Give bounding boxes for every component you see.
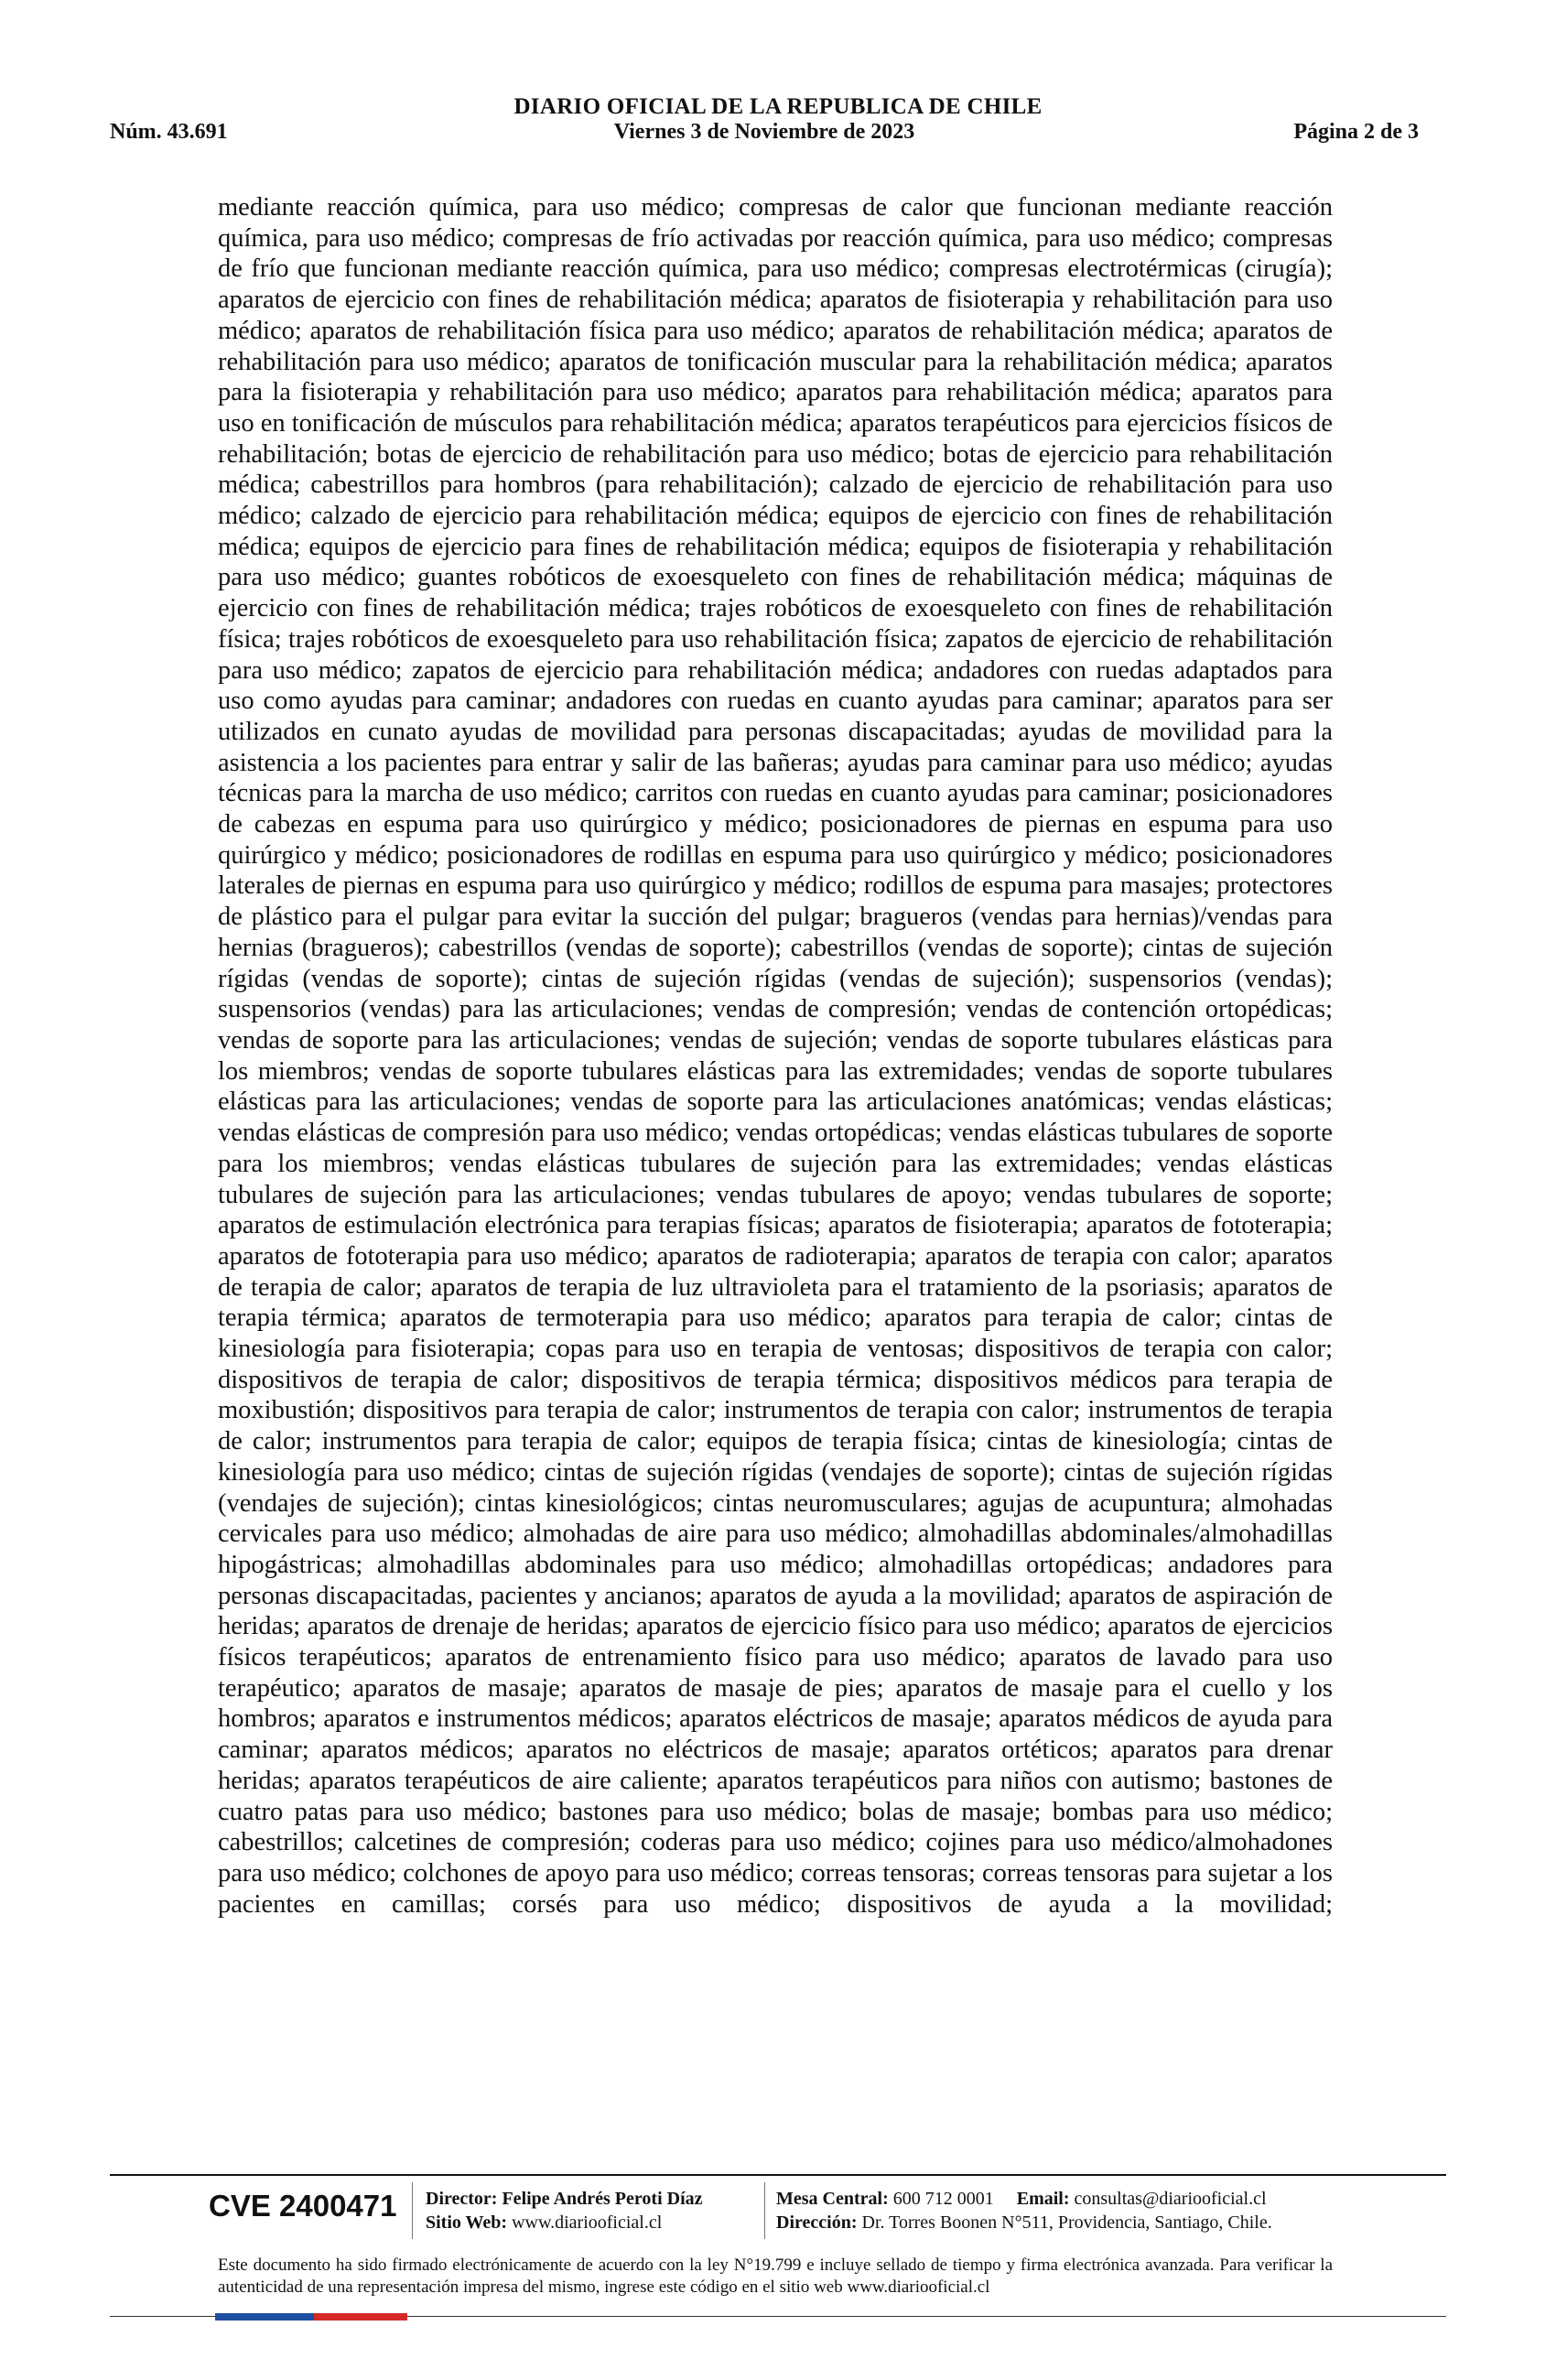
- email-link[interactable]: consultas@diariooficial.cl: [1074, 2189, 1267, 2209]
- newspaper-title: DIARIO OFICIAL DE LA REPUBLICA DE CHILE: [513, 94, 1043, 119]
- page-indicator: Página 2 de 3: [1293, 120, 1419, 144]
- director-block: [426, 2187, 703, 2234]
- issue-number: Núm. 43.691: [110, 120, 228, 144]
- footer-separator: [764, 2182, 765, 2239]
- phone-label: Mesa Central:: [776, 2189, 889, 2209]
- cve-code: CVE 2400471: [209, 2189, 397, 2223]
- issue-date: Viernes 3 de Noviembre de 2023: [613, 120, 915, 144]
- director-name: Felipe Andrés Peroti Díaz: [502, 2189, 703, 2209]
- footer-separator: [412, 2182, 413, 2239]
- body-text: mediante reacción química, para uso médico; compresas de calor que funcionan mediante reacción química, para uso médico; compresas de frío activadas por reacción química, para uso médico; compresas de frío que funcionan mediante reacción química, para uso médico; compresas electrotérmicas (cirugía); aparatos de ejercicio con fines de rehabilitación médica; aparatos de fisioterapia y rehabilitación para uso médico; aparatos de rehabilitación física para uso médico; aparatos de rehabilitación médica; aparatos de rehabilitación para uso médico; aparatos de tonificación muscular para la rehabilitación médica; aparatos para la fisioterapia y rehabilitación para uso médico; aparatos para rehabilitación médica; aparatos para uso en tonificación de músculos para rehabilitación médica; aparatos terapéuticos para ejercicios físicos de rehabilitación; botas de ejercicio de rehabilitación para uso médico; botas de ejercicio para rehabilitación médica; cabestrillos para hombros (para rehabilitación); calzado de ejercicio de rehabilitación para uso médico; calzado de ejercicio para rehabilitación médica; equipos de ejercicio con fines de rehabilitación médica; equipos de ejercicio para fines de rehabilitación médica; equipos de fisioterapia y rehabilitación para uso médico; guantes robóticos de exoesqueleto con fines de rehabilitación médica; máquinas de ejercicio con fines de rehabilitación médica; trajes robóticos de exoesqueleto con fines de rehabilitación física; trajes robóticos de exoesqueleto para uso rehabilitación física; zapatos de ejercicio de rehabilitación para uso médico; zapatos de ejercicio para rehabilitación médica; andadores con ruedas adaptados para uso como ayudas para caminar; andadores con ruedas en cuanto ayudas para caminar; aparatos para ser utilizados en cunato ayudas de movilidad para personas discapacitadas; ayudas de movilidad para la asistencia a los pacientes para entrar y salir de las bañeras; ayudas para caminar para uso médico; ayudas técnicas para la marcha de uso médico; carritos con ruedas en cuanto ayudas para caminar; posicionadores de cabezas en espuma para uso quirúrgico y médico; posicionadores de piernas en espuma para uso quirúrgico y médico; posicionadores de rodillas en espuma para uso quirúrgico y médico; posicionadores laterales de piernas en espuma para uso quirúrgico y médico; rodillos de espuma para masajes; protectores de plástico para el pulgar para evitar la succión del pulgar; bragueros (vendas para hernias)/vendas para hernias (bragueros); cabestrillos (vendas de soporte); cabestrillos (vendas de soporte); cintas de sujeción rígidas (vendas de soporte); cintas de sujeción rígidas (vendas de sujeción); suspensorios (vendas); suspensorios (vendas) para las articulaciones; vendas de compresión; vendas de contención ortopédicas; vendas de soporte para las articulaciones; vendas de sujeción; vendas de soporte tubulares elásticas para los miembros; vendas de soporte tubulares elásticas para las extremidades; vendas de soporte tubulares elásticas para las articulaciones; vendas de soporte para las articulaciones anatómicas; vendas elásticas; vendas elásticas de compresión para uso médico; vendas ortopédicas; vendas elásticas tubulares de soporte para los miembros; vendas elásticas tubulares de sujeción para las extremidades; vendas elásticas tubulares de sujeción para las articulaciones; vendas tubulares de apoyo; vendas tubulares de soporte; aparatos de estimulación electrónica para terapias físicas; aparatos de fisioterapia; aparatos de fototerapia; aparatos de fototerapia para uso médico; aparatos de radioterapia; aparatos de terapia con calor; aparatos de terapia de calor; aparatos de terapia de luz ultravioleta para el tratamiento de la psoriasis; aparatos de terapia térmica; aparatos de termoterapia para uso médico; aparatos para terapia de calor; cintas de kinesiología para fisioterapia; copas para uso en terapia de ventosas; dispositivos de terapia con calor; dispositivos de terapia de calor; dispositivos de terapia térmica; dispositivos médicos para terapia de moxibustión; dispositivos para terapia de calor; instrumentos de terapia con calor; instrumentos de terapia de calor; instrumentos para terapia de calor; equipos de terapia física; cintas de kinesiología; cintas de kinesiología para uso médico; cintas de sujeción rígidas (vendajes de soporte); cintas de sujeción rígidas (vendajes de sujeción); cintas kinesiológicos; cintas neuromusculares; agujas de acupuntura; almohadas cervicales para uso médico; almohadas de aire para uso médico; almohadillas abdominales/almohadillas hipogástricas; almohadillas abdominales para uso médico; almohadillas ortopédicas; andadores para personas discapacitadas, pacientes y ancianos; aparatos de ayuda a la movilidad; aparatos de aspiración de heridas; aparatos de drenaje de heridas; aparatos de ejercicio físico para uso médico; aparatos de ejercicios físicos terapéuticos; aparatos de entrenamiento físico para uso médico; aparatos de lavado para uso terapéutico; aparatos de masaje; aparatos de masaje de pies; aparatos de masaje para el cuello y los hombros; aparatos e instrumentos médicos; aparatos eléctricos de masaje; aparatos médicos de ayuda para caminar; aparatos médicos; aparatos no eléctricos de masaje; aparatos ortéticos; aparatos para drenar heridas; aparatos terapéuticos de aire caliente; aparatos terapéuticos para niños con autismo; bastones de cuatro patas para uso médico; bastones para uso médico; bolas de masaje; bombas para uso médico; cabestrillos; calcetines de compresión; coderas para uso médico; cojines para uso médico/almohadones para uso médico; colchones de apoyo para uso médico; correas tensoras; correas tensoras para sujetar a los pacientes en camillas; corsés para uso médico; dispositivos de ayuda a la movilidad;: [218, 193, 1333, 1919]
- director-label: Director:: [426, 2189, 498, 2209]
- email-label: Email:: [1016, 2189, 1070, 2209]
- address-label: Dirección:: [776, 2212, 858, 2233]
- flag-blue-segment: [215, 2313, 314, 2320]
- header-row: [110, 120, 1419, 151]
- website-link[interactable]: www.diariooficial.cl: [512, 2212, 663, 2233]
- flag-red-segment: [314, 2313, 407, 2320]
- website-label: Sitio Web:: [426, 2212, 508, 2233]
- address-value: Dr. Torres Boonen N°511, Providencia, Santiago, Chile.: [861, 2212, 1272, 2233]
- signature-note: Este documento ha sido firmado electrónicamente de acuerdo con la ley N°19.799 e incluye sellado de tiempo y firma electrónica avanzada. Para verificar la autenticidad de una representación impresa del mismo, ingrese este código en el sitio web www.diariooficial.cl: [218, 2256, 1333, 2297]
- contact-block: [776, 2187, 1272, 2234]
- footer-divider: [110, 2174, 1446, 2176]
- chile-flag-stripe: [215, 2313, 407, 2320]
- phone-value: 600 712 0001: [892, 2189, 994, 2209]
